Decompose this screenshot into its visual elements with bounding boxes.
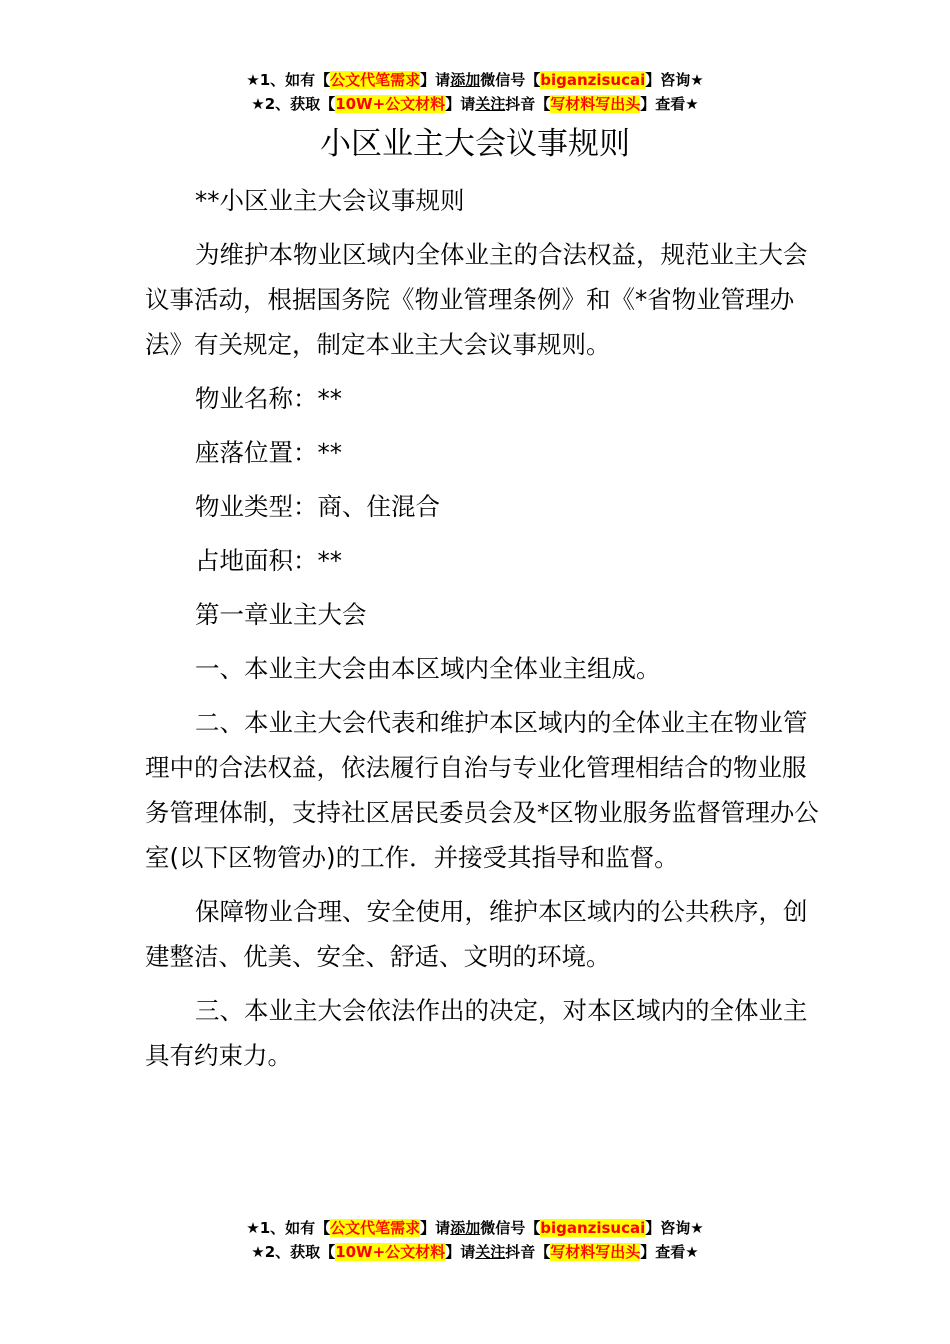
paragraph: 座落位置：** — [195, 438, 342, 467]
banner-highlight: 公文代笔需求 — [330, 71, 421, 89]
banner-underlined-text: 添加 — [450, 1219, 481, 1237]
paragraph: 占地面积：** — [195, 546, 342, 575]
paragraph: 物业名称：** — [195, 384, 342, 413]
banner-highlight: 公文代笔需求 — [330, 1219, 421, 1237]
banner-line-1 — [0, 68, 950, 92]
banner-text: 微信号【 — [480, 71, 541, 89]
banner-underlined-text: 关注 — [475, 1243, 506, 1261]
paragraph: 保障物业合理、安全使用，维护本区域内的公共秩序，创建整洁、优美、安全、舒适、文明的环境。 — [145, 897, 808, 971]
banner-line-2 — [0, 1240, 950, 1264]
wechat-id-highlight: biganzisucai — [540, 71, 646, 89]
banner-text: ★2、获取【 — [251, 95, 336, 113]
wechat-id-highlight: biganzisucai — [540, 1219, 646, 1237]
banner-text: ★1、如有【 — [246, 71, 331, 89]
paragraph: 一、本业主大会由本区域内全体业主组成。 — [195, 654, 661, 683]
paragraph: 物业类型：商、住混合 — [195, 492, 440, 521]
banner-highlight: 10W+公文材料 — [335, 95, 446, 113]
banner-text: ★2、获取【 — [251, 1243, 336, 1261]
banner-text: 】咨询★ — [645, 71, 704, 89]
banner-text: 】请 — [420, 1219, 451, 1237]
banner-text: 】请 — [420, 71, 451, 89]
banner-text: ★1、如有【 — [246, 1219, 331, 1237]
paragraph: 二、本业主大会代表和维护本区域内的全体业主在物业管理中的合法权益，依法履行自治与专业化管理相结合的物业服务管理体制，支持社区居民委员会及*区物业服务监督管理办公室(以下区物管办)的工作．并接受其指导和监督。 — [145, 708, 819, 872]
banner-text: 】查看★ — [640, 95, 699, 113]
banner-highlight: 10W+公文材料 — [335, 1243, 446, 1261]
banner-underlined-text: 关注 — [475, 95, 506, 113]
banner-line-1 — [0, 1216, 950, 1240]
paragraph: **小区业主大会议事规则 — [195, 186, 465, 215]
banner-text: 微信号【 — [480, 1219, 541, 1237]
banner-text: 抖音【 — [505, 95, 551, 113]
banner-text: 】请 — [445, 95, 476, 113]
banner-underlined-text: 添加 — [450, 71, 481, 89]
banner-line-2 — [0, 92, 950, 116]
banner-text: 】查看★ — [640, 1243, 699, 1261]
document-title: 小区业主大会议事规则 — [320, 126, 630, 162]
chapter-heading: 第一章业主大会 — [195, 600, 367, 629]
douyin-id-highlight: 写材料写出头 — [550, 95, 641, 113]
header-banner — [0, 68, 950, 116]
paragraph: 三、本业主大会依法作出的决定，对本区域内的全体业主具有约束力。 — [145, 996, 808, 1070]
paragraph: 为维护本物业区域内全体业主的合法权益，规范业主大会议事活动，根据国务院《物业管理条例》和《*省物业管理办法》有关规定，制定本业主大会议事规则。 — [145, 240, 808, 359]
banner-text: 】请 — [445, 1243, 476, 1261]
banner-text: 抖音【 — [505, 1243, 551, 1261]
banner-text: 】咨询★ — [645, 1219, 704, 1237]
document-body — [145, 178, 825, 1087]
footer-banner — [0, 1216, 950, 1264]
douyin-id-highlight: 写材料写出头 — [550, 1243, 641, 1261]
